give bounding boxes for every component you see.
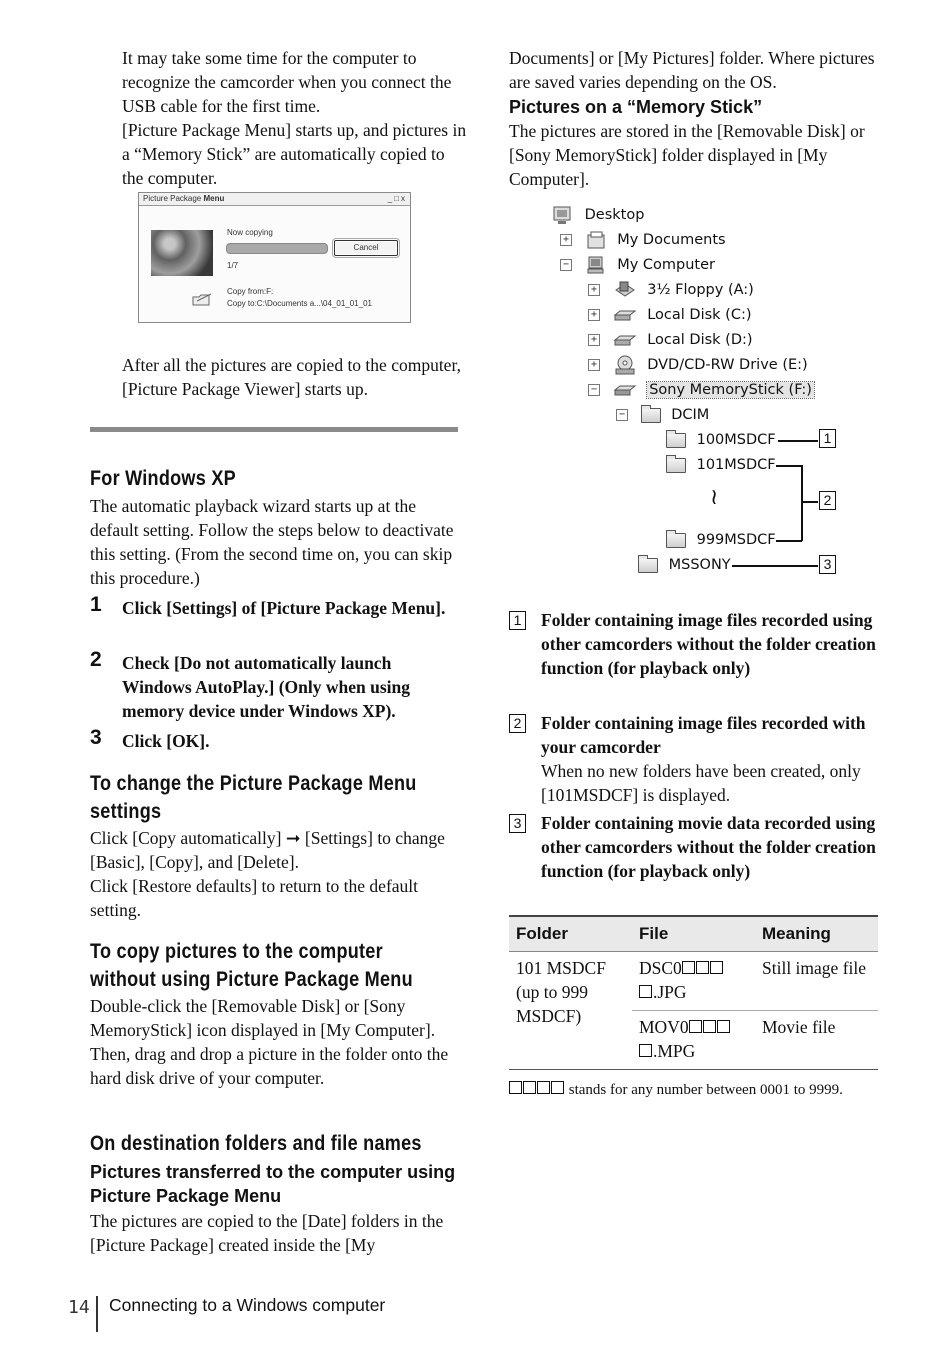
change-paragraph-1: Click [Copy automatically] ➞ [Settings] to change [Basic], [Copy], and [Delete]. — [90, 828, 445, 872]
placeholder-note — [509, 1079, 879, 1101]
folder-icon — [666, 533, 686, 548]
callout-2-line-top — [776, 465, 802, 467]
file-ext: .JPG — [653, 982, 687, 1002]
tree-node-floppy[interactable] — [588, 278, 754, 302]
dialog-title-bold: Menu — [203, 194, 225, 203]
footer-section-title: Connecting to a Windows computer — [109, 1295, 386, 1315]
removable-disk-icon — [613, 380, 637, 400]
memory-stick-paragraph: The pictures are stored in the [Removable Disk] or [Sony MemoryStick] folder displayed in [My Computer]. — [509, 121, 865, 189]
legend-number: 3 — [509, 814, 526, 833]
tree-node-mssony[interactable] — [638, 553, 731, 577]
tree-label: 100MSDCF — [696, 432, 776, 448]
copy-from-label: Copy from:F: — [227, 287, 274, 296]
after-copy-paragraph: After all the pictures are copied to the computer, [Picture Package Viewer] starts up. — [122, 355, 461, 399]
tree-node-local-disk-d[interactable] — [588, 328, 753, 352]
legend-item-2 — [509, 711, 879, 807]
header-meaning: Meaning — [755, 916, 878, 952]
file-prefix: MOV0 — [639, 1017, 689, 1037]
tree-node-my-computer[interactable] — [560, 253, 715, 277]
callout-3-line — [732, 565, 818, 567]
my-computer-icon — [585, 255, 607, 275]
note-text: stands for any number between 0001 to 9999. — [565, 1082, 843, 1098]
callout-1-line — [778, 440, 818, 442]
window-buttons-icon[interactable]: _□x — [387, 194, 407, 203]
file-ext: .MPG — [653, 1041, 696, 1061]
step-text: Check [Do not automatically launch Windows AutoPlay.] (Only when using memory device under Windows XP). — [122, 653, 411, 721]
intro-text-block — [122, 46, 467, 190]
continued-paragraph: Documents] or [My Pictures] folder. Where pictures are saved varies depending on the OS. — [509, 48, 875, 92]
header-file: File — [632, 916, 755, 952]
step-2 — [90, 648, 460, 723]
file-prefix: DSC0 — [639, 958, 682, 978]
hard-disk-icon — [613, 330, 637, 350]
copy-progress-bar — [226, 243, 328, 254]
desktop-icon — [552, 205, 574, 225]
heading-destination-folders: On destination folders and file names — [90, 1132, 422, 1155]
intro-paragraph-2: [Picture Package Menu] starts up, and pictures in a “Memory Stick” are automatically copied to the computer. — [122, 120, 467, 188]
dialog-titlebar — [139, 193, 410, 206]
tree-label: My Documents — [617, 232, 726, 248]
now-copying-label: Now copying — [227, 228, 273, 237]
tree-label: Local Disk (D:) — [647, 332, 753, 348]
cell-file-jpg — [632, 952, 755, 1011]
tree-node-local-disk-c[interactable] — [588, 303, 752, 327]
callout-3-box: 3 — [819, 555, 836, 574]
tree-label: Local Disk (C:) — [647, 307, 752, 323]
tree-node-dcim[interactable] — [616, 403, 709, 427]
tree-label: MSSONY — [668, 557, 731, 573]
intro-paragraph-1: It may take some time for the computer to recognize the camcorder when you connect the USB cable for the first time. — [122, 48, 452, 116]
callout-2-line-bottom — [776, 540, 802, 542]
legend-item-3 — [509, 811, 879, 883]
tree-node-100msdcf[interactable] — [666, 428, 776, 452]
tree-node-101msdcf[interactable] — [666, 453, 776, 477]
subheading-memory-stick: Pictures on a “Memory Stick” — [509, 97, 763, 117]
callout-2-line-mid — [801, 501, 818, 503]
expand-plus-icon[interactable]: + — [588, 284, 600, 296]
callout-1-box: 1 — [819, 429, 836, 448]
cancel-button[interactable]: Cancel — [334, 240, 398, 256]
tree-node-999msdcf[interactable] — [666, 528, 776, 552]
tree-label: DVD/CD-RW Drive (E:) — [647, 357, 808, 373]
xp-paragraph: The automatic playback wizard starts up at the default setting. Follow the steps below to deactivate this setting. (From the second time on, you can skip this procedure.) — [90, 496, 454, 588]
tree-label: 101MSDCF — [696, 457, 776, 473]
tree-node-desktop[interactable] — [552, 203, 644, 227]
table-header-row — [509, 916, 878, 952]
tree-node-my-documents[interactable] — [560, 228, 726, 252]
callout-2-box: 2 — [819, 491, 836, 510]
hard-disk-icon — [613, 305, 637, 325]
callout-2-line-vertical — [801, 465, 803, 541]
legend-bold-text: Folder containing movie data recorded using other camcorders without the folder creation function (for playback only) — [541, 813, 876, 881]
my-documents-icon — [585, 230, 607, 250]
expand-plus-icon[interactable]: + — [560, 234, 572, 246]
cell-folder: 101 MSDCF (up to 999 MSDCF) — [509, 952, 632, 1070]
folder-icon — [638, 558, 658, 573]
heading-change-settings: To change the Picture Package Menu settings — [90, 772, 417, 823]
floppy-drive-icon — [613, 280, 637, 300]
change-paragraph-2: Click [Restore defaults] to return to the default setting. — [90, 876, 419, 920]
step-3 — [90, 726, 460, 753]
folder-icon — [666, 433, 686, 448]
collapse-minus-icon[interactable]: − — [588, 384, 600, 396]
picture-package-menu-dialog — [138, 192, 411, 323]
dvd-drive-icon — [613, 355, 637, 375]
folder-icon — [666, 458, 686, 473]
table-row — [509, 952, 878, 1011]
tree-label: My Computer — [617, 257, 716, 273]
tree-label: Desktop — [584, 207, 645, 223]
folder-icon — [641, 408, 661, 423]
cell-file-mpg — [632, 1011, 755, 1070]
collapse-minus-icon[interactable]: − — [616, 409, 628, 421]
ellipsis-tilde: ≀ — [710, 485, 719, 510]
photo-thumbnail — [151, 230, 213, 276]
subheading-transferred: Pictures transferred to the computer using Picture Package Menu — [90, 1162, 456, 1206]
footer-divider — [96, 1296, 98, 1332]
step-number: 2 — [90, 648, 102, 671]
step-text: Click [Settings] of [Picture Package Menu]. — [122, 598, 446, 618]
copy-folder-icon — [191, 291, 213, 307]
legend-bold-text: Folder containing image files recorded using other camcorders without the folder creation function (for playback only) — [541, 610, 876, 678]
dialog-title-prefix: Picture Package — [143, 194, 204, 203]
cell-meaning-movie: Movie file — [755, 1011, 878, 1070]
destination-paragraph: The pictures are copied to the [Date] folders in the [Picture Package] created inside the [My — [90, 1211, 444, 1255]
legend-bold-text: Folder containing image files recorded with your camcorder — [541, 713, 866, 757]
heading-windows-xp: For Windows XP — [90, 467, 236, 490]
folder-tree — [548, 200, 848, 580]
step-number: 1 — [90, 593, 102, 616]
header-folder: Folder — [509, 916, 632, 952]
progress-count: 1/7 — [227, 261, 239, 270]
cell-meaning-still: Still image file — [755, 952, 878, 1011]
step-text: Click [OK]. — [122, 731, 210, 751]
expand-plus-icon[interactable]: + — [588, 359, 600, 371]
copy-paragraph: Double-click the [Removable Disk] or [Sony MemoryStick] icon displayed in [My Computer]. Then, drag and drop a picture in the folder onto the hard disk drive of your computer. — [90, 996, 449, 1088]
page-number: 14 — [68, 1297, 90, 1318]
legend-number: 2 — [509, 714, 526, 733]
step-1 — [90, 593, 460, 620]
collapse-minus-icon[interactable]: − — [560, 259, 572, 271]
tree-label: DCIM — [671, 407, 710, 423]
legend-normal-text: When no new folders have been created, only [101MSDCF] is displayed. — [541, 761, 861, 805]
legend-item-1 — [509, 608, 879, 680]
heading-copy-without-menu: To copy pictures to the computer without using Picture Package Menu — [90, 940, 413, 991]
change-settings-text — [90, 826, 460, 922]
copy-to-label: Copy to:C:\Documents a...\04_01_01_01 — [227, 299, 372, 308]
expand-plus-icon[interactable]: + — [588, 334, 600, 346]
section-divider — [90, 427, 458, 432]
tree-label: 999MSDCF — [696, 532, 776, 548]
expand-plus-icon[interactable]: + — [588, 309, 600, 321]
tree-node-sony-memorystick[interactable] — [588, 378, 814, 402]
file-naming-table — [509, 915, 878, 1070]
tree-label: 3½ Floppy (A:) — [647, 282, 754, 298]
legend-number: 1 — [509, 611, 526, 630]
tree-label: Sony MemoryStick (F:) — [649, 382, 812, 398]
step-number: 3 — [90, 726, 102, 749]
tree-node-dvd-drive[interactable] — [588, 353, 808, 377]
